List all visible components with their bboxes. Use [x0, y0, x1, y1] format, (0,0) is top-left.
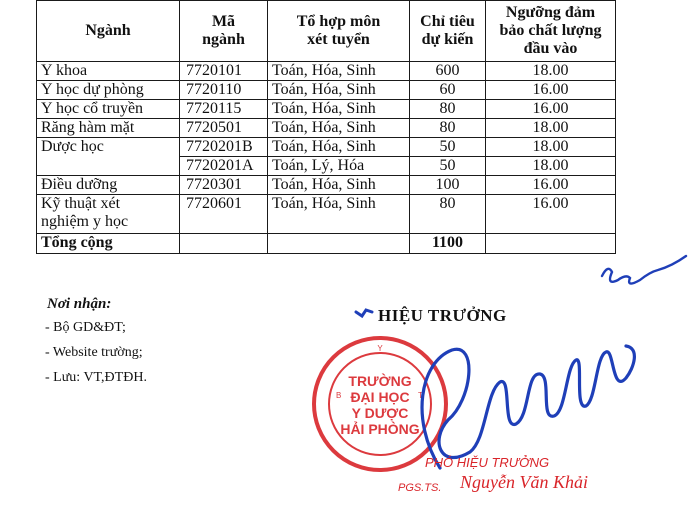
cell-ma: 7720201A — [180, 157, 268, 176]
ink-mark-icon — [356, 310, 372, 316]
cell-nganh: Y học dự phòng — [37, 81, 180, 100]
recipients-title: Nơi nhận: — [47, 296, 112, 312]
stamp-ring-bo: B — [336, 391, 342, 400]
cell-nguong: 16.00 — [486, 100, 616, 119]
cell-tohop: Toán, Lý, Hóa — [268, 157, 410, 176]
header-nguong: Ngưỡng đảm bảo chất lượng đầu vào — [486, 1, 616, 62]
cell-nganh: Y khoa — [37, 62, 180, 81]
cell-nguong: 18.00 — [486, 119, 616, 138]
cell-tohop: Toán, Hóa, Sinh — [268, 119, 410, 138]
cell-nganh: Răng hàm mặt — [37, 119, 180, 138]
academic-title: PGS.TS. — [398, 482, 442, 494]
cell-tohop: Toán, Hóa, Sinh — [268, 176, 410, 195]
principal-signature — [422, 346, 634, 468]
cell-chitieu: 80 — [410, 100, 486, 119]
cell-ma: 7720115 — [180, 100, 268, 119]
stamp-line: Y DƯỢC — [351, 405, 409, 421]
cell-tohop: Toán, Hóa, Sinh — [268, 81, 410, 100]
cell-nguong: 16.00 — [486, 81, 616, 100]
cell-chitieu: 50 — [410, 157, 486, 176]
cell-ma: 7720601 — [180, 195, 268, 234]
header-chi-tieu: Chỉ tiêu dự kiến — [410, 1, 486, 62]
cell-chitieu: 600 — [410, 62, 486, 81]
cell-chitieu: 60 — [410, 81, 486, 100]
stamp-line: TRƯỜNG — [348, 373, 412, 389]
principal-title: HIỆU TRƯỞNG — [378, 306, 507, 325]
cell-tohop: Toán, Hóa, Sinh — [268, 62, 410, 81]
cell-chitieu: 80 — [410, 195, 486, 234]
cell-ma: 7720101 — [180, 62, 268, 81]
cell-nguong: 18.00 — [486, 157, 616, 176]
signer-name: Nguyễn Văn Khải — [460, 472, 588, 492]
cell-chitieu: 100 — [410, 176, 486, 195]
cell-nguong: 18.00 — [486, 62, 616, 81]
recipient-item: - Lưu: VT,ĐTĐH. — [45, 370, 147, 385]
cell-tohop: Toán, Hóa, Sinh — [268, 195, 410, 234]
cell-nguong: 16.00 — [486, 176, 616, 195]
cell-nganh: Kỹ thuật xét nghiệm y học — [37, 195, 180, 234]
stamp-ring-y: Y — [377, 344, 383, 353]
cell-nganh: Điều dưỡng — [37, 176, 180, 195]
header-ma-nganh: Mã ngành — [180, 1, 268, 62]
cell-ma: 7720301 — [180, 176, 268, 195]
cell-nganh: Dược học — [37, 138, 180, 176]
recipient-item: - Website trường; — [45, 345, 143, 360]
cell-ma: 7720501 — [180, 119, 268, 138]
cell-tohop: Toán, Hóa, Sinh — [268, 100, 410, 119]
cell-ma: 7720201B — [180, 138, 268, 157]
total-value: 1100 — [410, 234, 486, 254]
cell-tohop: Toán, Hóa, Sinh — [268, 138, 410, 157]
vice-principal-title: PHÓ HIỆU TRƯỞNG — [425, 455, 550, 470]
cell-chitieu: 80 — [410, 119, 486, 138]
recipient-item: - Bộ GD&ĐT; — [45, 320, 126, 335]
cell-nganh: Y học cổ truyền — [37, 100, 180, 119]
header-to-hop: Tổ hợp môn xét tuyển — [268, 1, 410, 62]
cell-nguong: 16.00 — [486, 195, 616, 234]
stamp-seal — [314, 338, 446, 470]
header-nganh: Ngành — [37, 1, 180, 62]
cell-chitieu: 50 — [410, 138, 486, 157]
cell-nguong: 18.00 — [486, 138, 616, 157]
cell-ma: 7720110 — [180, 81, 268, 100]
stamp-line: HẢI PHÒNG — [340, 421, 420, 437]
stamp-ring-te: T — [418, 391, 423, 400]
initials-signature — [602, 256, 686, 284]
total-label: Tổng cộng — [37, 234, 180, 254]
stamp-line: ĐẠI HỌC — [350, 389, 410, 405]
